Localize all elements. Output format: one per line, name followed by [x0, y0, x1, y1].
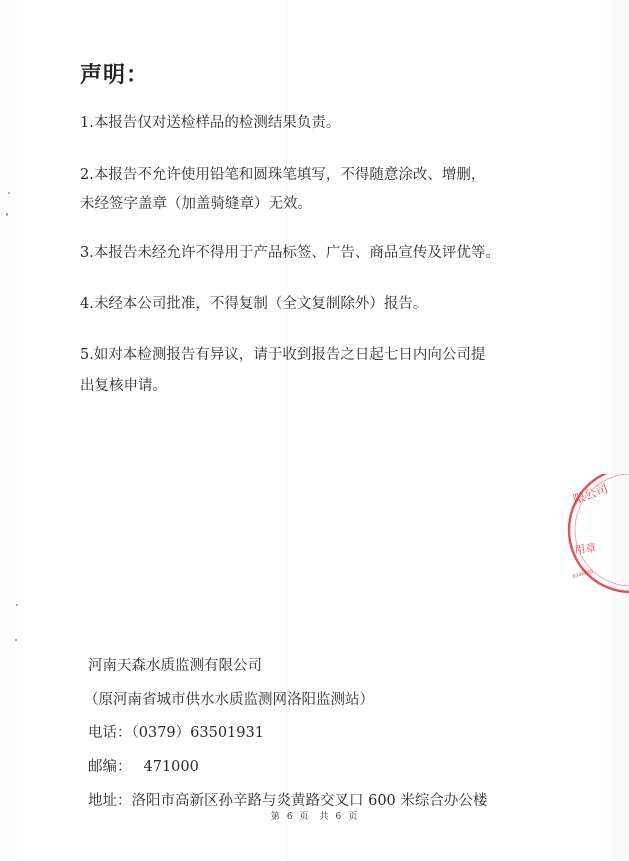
company-name: 河南天森水质监测有限公司: [88, 658, 262, 674]
former-name: （原河南省城市供水水质监测网洛阳监测站）: [84, 692, 374, 708]
pager-total-suffix: 页: [348, 812, 359, 822]
clause-2-line-1: 2.本报告不允许使用铅笔和圆珠笔填写，不得随意涂改、增删，: [80, 167, 486, 183]
pager-total-prefix: 共: [319, 812, 330, 822]
clause-2-line-2: 未经签字盖章（加盖骑缝章）无效。: [80, 196, 312, 212]
scan-speck: [8, 192, 10, 194]
seal-number: 0340088: [571, 568, 594, 580]
clause-4: 4.未经本公司批准，不得复制（全文复制除外）报告。: [80, 296, 428, 312]
clause-5-line-2: 出复核申请。: [80, 378, 167, 394]
clause-5-line-1: 5.如对本检测报告有异议，请于收到报告之日起七日内向公司提: [80, 347, 486, 363]
seal-text-mid: 用章: [573, 541, 598, 557]
clause-1: 1.本报告仅对送检样品的检测结果负责。: [80, 115, 341, 131]
phone-line: 电话：（0379）63501931: [88, 725, 264, 741]
page-number: [0, 809, 629, 822]
scan-speck: [15, 639, 17, 641]
scan-speck: [16, 604, 18, 606]
clause-3: 3.本报告未经允许不得用于产品标签、广告、商品宣传及评优等。: [80, 245, 500, 261]
postcode-value: 471000: [143, 759, 199, 775]
pager-page-word: 页: [299, 812, 310, 822]
pager-current: 6: [286, 812, 294, 822]
postcode-line: [88, 755, 199, 776]
postcode-label: 邮编：: [88, 759, 132, 775]
pager-prefix: 第: [270, 812, 281, 822]
address-line: 地址：洛阳市高新区孙辛路与炎黄路交叉口 600 米综合办公楼: [88, 793, 488, 809]
company-seal: [545, 474, 629, 594]
statement-title: 声明：: [80, 63, 150, 88]
scan-speck: [6, 213, 8, 216]
pager-total: 6: [335, 812, 343, 822]
seal-text-top: 限公司: [571, 481, 610, 507]
